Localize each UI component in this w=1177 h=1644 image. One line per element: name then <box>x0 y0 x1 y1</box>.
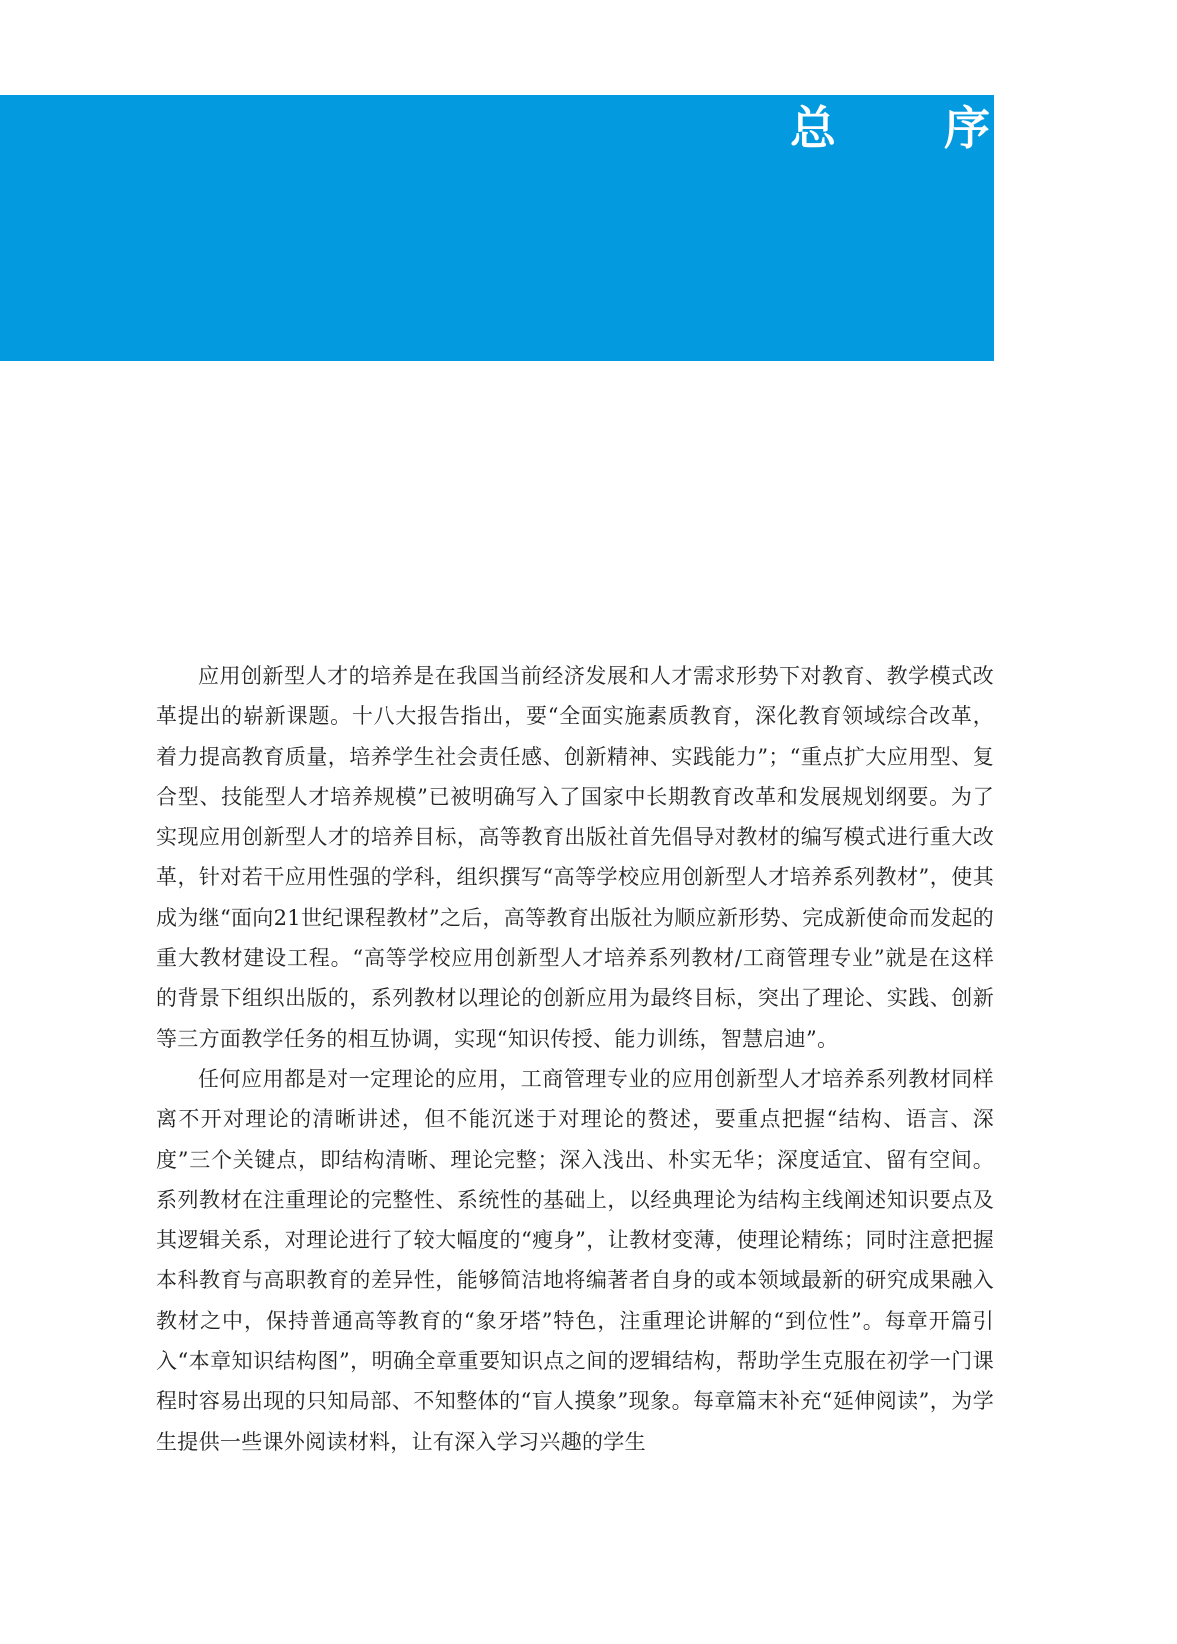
body-text <box>156 656 994 1462</box>
chapter-title: 总 序 <box>789 101 1036 155</box>
paragraph-1: 应用创新型人才的培养是在我国当前经济发展和人才需求形势下对教育、教学模式改革提出的崭新课题。十八大报告指出，要“全面实施素质教育，深化教育领域综合改革，着力提高教育质量，培养学生社会责任感、创新精神、实践能力”；“重点扩大应用型、复合型、技能型人才培养规模”已被明确写入了国家中长期教育改革和发展规划纲要。为了实现应用创新型人才的培养目标，高等教育出版社首先倡导对教材的编写模式进行重大改革，针对若干应用性强的学科，组织撰写“高等学校应用创新型人才培养系列教材”，使其成为继“面向21世纪课程教材”之后，高等教育出版社为顺应新形势、完成新使命而发起的重大教材建设工程。“高等学校应用创新型人才培养系列教材/工商管理专业”就是在这样的背景下组织出版的，系列教材以理论的创新应用为最终目标，突出了理论、实践、创新等三方面教学任务的相互协调，实现“知识传授、能力训练，智慧启迪”。 <box>156 664 994 1051</box>
header-band <box>0 95 1036 361</box>
paragraph-2: 任何应用都是对一定理论的应用，工商管理专业的应用创新型人才培养系列教材同样离不开对理论的清晰讲述，但不能沉迷于对理论的赘述，要重点把握“结构、语言、深度”三个关键点，即结构清晰、理论完整；深入浅出、朴实无华；深度适宜、留有空间。系列教材在注重理论的完整性、系统性的基础上，以经典理论为结构主线阐述知识要点及其逻辑关系，对理论进行了较大幅度的“瘦身”，让教材变薄，使理论精练；同时注意把握本科教育与高职教育的差异性，能够简洁地将编著者自身的或本领域最新的研究成果融入教材之中，保持普通高等教育的“象牙塔”特色，注重理论讲解的“到位性”。每章开篇引入“本章知识结构图”，明确全章重要知识点之间的逻辑结构，帮助学生克服在初学一门课程时容易出现的只知局部、不知整体的“盲人摸象”现象。每章篇末补充“延伸阅读”，为学生提供一些课外阅读材料，让有深入学习兴趣的学生 <box>156 1066 994 1454</box>
